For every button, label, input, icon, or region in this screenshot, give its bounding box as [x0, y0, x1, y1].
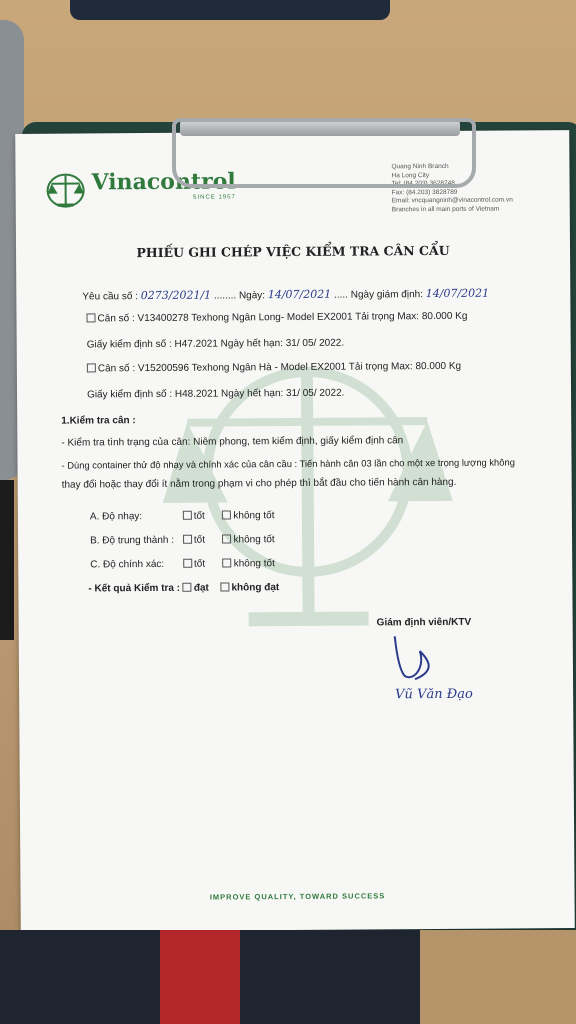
- scale2-text: Cân số : V15200596 Texhong Ngân Hà - Model EX2001 Tải trọng Max: 80.000 Kg: [97, 360, 462, 375]
- footer-slogan: IMPROVE QUALITY, TOWARD SUCCESS: [209, 891, 386, 902]
- cert2-text: Giấy kiểm định số : H48.2021 Ngày hết hạn: 31/ 05/ 2022.: [87, 387, 345, 401]
- cable: [0, 480, 14, 640]
- result-fail-box[interactable]: [220, 582, 229, 591]
- contact-line: Email: vncquangninh@vinacontrol.com.vn: [391, 196, 513, 205]
- bottom-floor: [420, 930, 576, 1024]
- inspection-date-value: 14/07/2021: [425, 286, 490, 301]
- check-a-good-box[interactable]: [183, 511, 192, 520]
- check-b-bad-box[interactable]: [222, 534, 231, 543]
- check-a-bad: không tốt: [233, 510, 275, 522]
- result-row: [88, 582, 279, 594]
- inspection-date-label: Ngày giám định:: [350, 289, 424, 301]
- phone-device: [70, 0, 390, 20]
- result-fail: không đạt: [231, 582, 280, 594]
- scale2-checkbox[interactable]: [87, 363, 96, 372]
- check-row-a: [90, 510, 275, 522]
- check-a-good: tốt: [193, 510, 205, 522]
- scale-logo-icon: [45, 171, 85, 209]
- check-c-good-box[interactable]: [183, 559, 192, 568]
- date-value: 14/07/2021: [267, 287, 332, 302]
- check-row-c: [90, 558, 275, 570]
- check-row-b: [90, 534, 275, 546]
- result-label: - Kết quả Kiểm tra :: [88, 582, 181, 595]
- scale1-row: [86, 311, 467, 325]
- contact-line: Quang Ninh Branch: [391, 162, 449, 171]
- check-b-label: B. Độ trung thành :: [90, 534, 175, 547]
- contact-line: Ha Long City: [391, 171, 430, 179]
- contact-line: Tel: (84.203) 3628748: [391, 179, 455, 188]
- inspector-label: Giám định viên/KTV: [376, 616, 472, 629]
- logo-since: SINCE 1957: [192, 194, 236, 201]
- bullet-2b: thay đổi hoặc thay đổi ít nằm trong phạm vi cho phép thì bắt đầu cho tiến hành cân hàng.: [61, 476, 457, 491]
- bullet-1: - Kiểm tra tình trạng của cân: Niêm phong, tem kiểm định, giấy kiểm định cân: [61, 435, 404, 449]
- request-value: 0273/2021/1: [140, 288, 212, 303]
- contact-line: Branches in all main ports of Vietnam: [391, 205, 500, 213]
- bullet-2a: - Dùng container thử độ nhạy và chính xác của cân cầu : Tiến hành cân 03 lần cho một xe trọng lượng không: [61, 456, 515, 471]
- check-c-bad-box[interactable]: [223, 558, 232, 567]
- result-pass: đạt: [193, 582, 209, 594]
- form-title: PHIẾU GHI CHÉP VIỆC KIỂM TRA CÂN CẨU: [136, 242, 450, 261]
- cert1-text: Giấy kiểm định số : H47.2021 Ngày hết hạn: 31/ 05/ 2022.: [86, 337, 345, 351]
- check-c-bad: không tốt: [233, 558, 275, 570]
- contact-line: Fax: (84.203) 3828789: [391, 188, 458, 196]
- signature-scribble: [375, 631, 496, 722]
- bottom-red-object: [160, 930, 240, 1024]
- request-label: Yêu cầu số :: [82, 291, 138, 303]
- date-label: Ngày:: [238, 290, 266, 302]
- check-a-bad-box[interactable]: [222, 510, 231, 519]
- check-b-good: tốt: [193, 534, 206, 546]
- check-b-bad: không tốt: [233, 534, 275, 546]
- logo-name: Vinacontrol: [91, 168, 236, 196]
- inspector-name: Vũ Văn Đạo: [395, 686, 473, 703]
- check-b-good-box[interactable]: [183, 535, 192, 544]
- document-paper: [15, 130, 575, 932]
- clipboard-clip: [172, 118, 476, 188]
- scale1-checkbox[interactable]: [86, 313, 95, 322]
- check-c-label: C. Độ chính xác:: [90, 558, 165, 571]
- request-row: Yêu cầu số : 0273/2021/1 ........ Ngày: 14/07/2021 ..... Ngày giám định: 14/07/2021: [82, 286, 490, 303]
- check-a-label: A. Độ nhạy:: [89, 511, 143, 523]
- result-pass-box[interactable]: [183, 583, 192, 592]
- section-title: 1.Kiểm tra cân :: [61, 415, 136, 427]
- scale1-text: Cân số : V13400278 Texhong Ngân Long- Model EX2001 Tải trọng Max: 80.000 Kg: [97, 310, 468, 325]
- check-c-good: tốt: [193, 558, 206, 570]
